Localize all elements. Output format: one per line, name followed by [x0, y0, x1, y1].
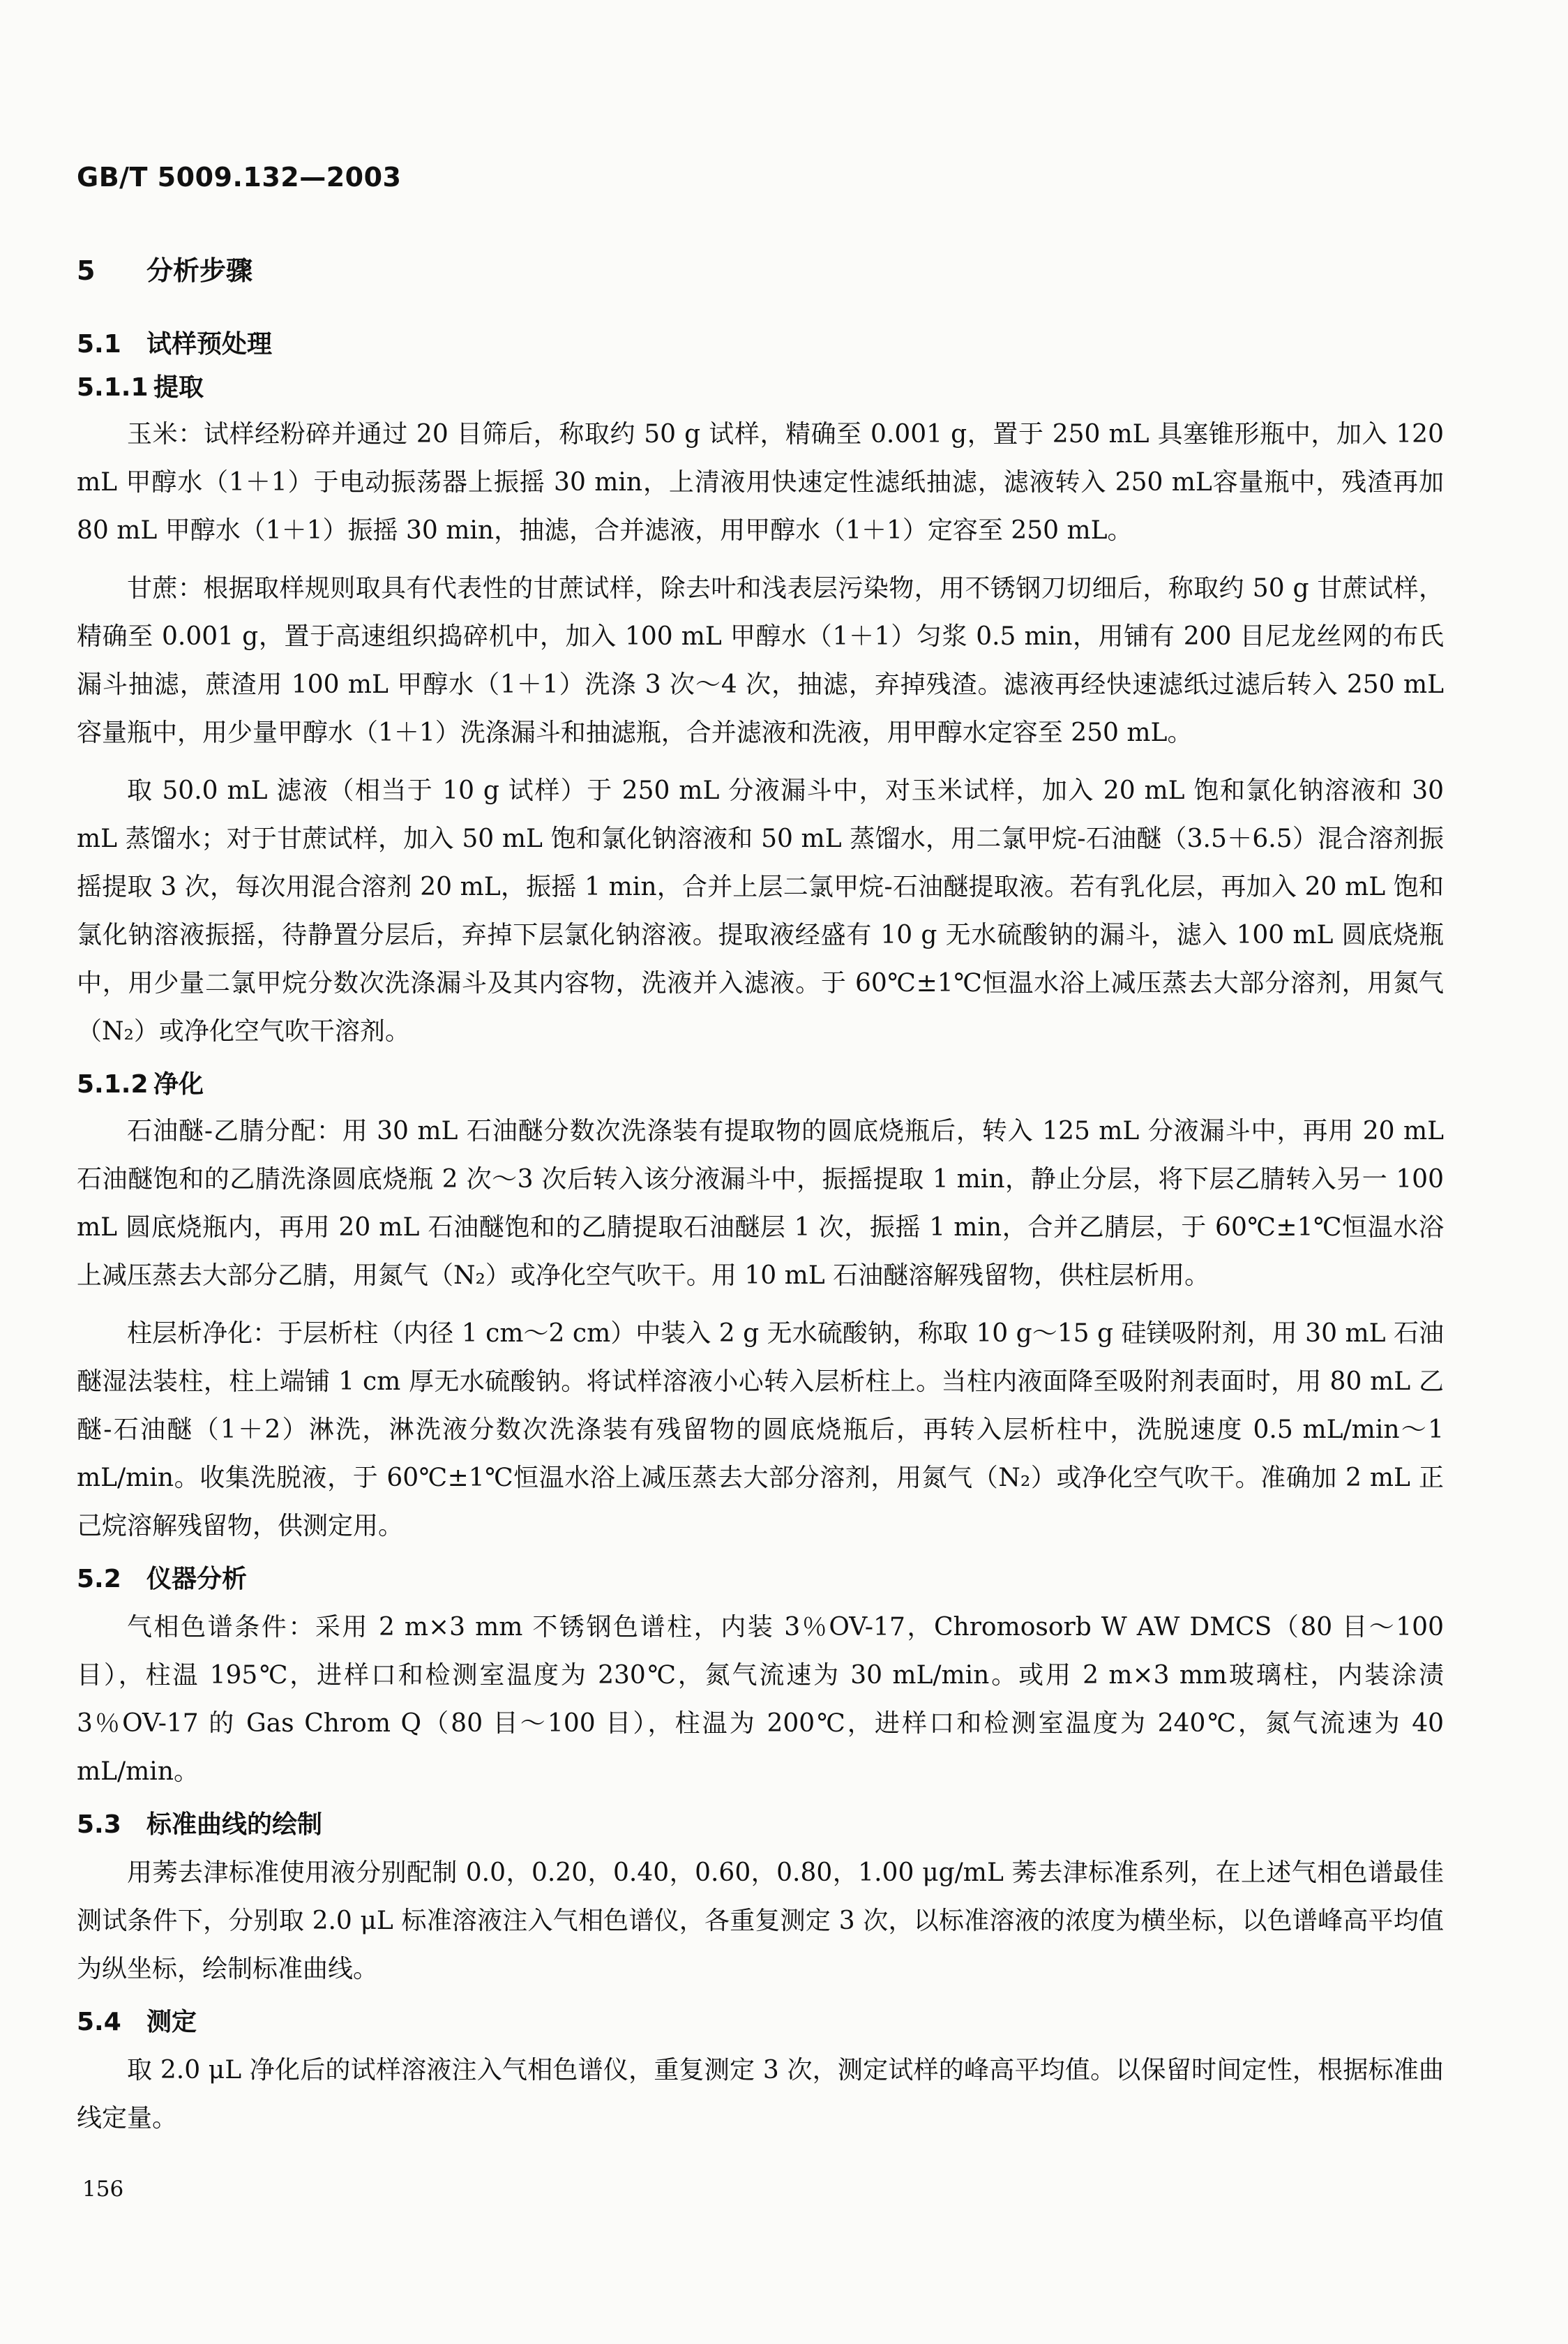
paragraph-liquid-extraction: 取 50.0 mL 滤液（相当于 10 g 试样）于 250 mL 分液漏斗中，对玉米试样，加入 20 mL 饱和氯化钠溶液和 30 mL 蒸馏水；对于甘蔗试样，加入 50 mL 饱和氯化钠溶液和 50 mL 蒸馏水，用二氯甲烷-石油醚（3.5＋6.5）混合溶剂振摇提取 3 次，每次用混合溶剂 20 mL，振摇 1 min，合并上层二氯甲烷-石油醚提取液。若有乳化层，再加入 20 mL 饱和氯化钠溶液振摇，待静置分层后，弃掉下层氯化钠溶液。提取液经盛有 10 g 无水硫酸钠的漏斗，滤入 100 mL 圆底烧瓶中，用少量二氯甲烷分数次洗涤漏斗及其内容物，洗液并入滤液。于 60℃±1℃恒温水浴上减压蒸去大部分溶剂，用氮气（N₂）或净化空气吹干溶剂。 — [77, 776, 1444, 1046]
paragraph-standard-curve: 用莠去津标准使用液分别配制 0.0，0.20，0.40，0.60，0.80，1.00 μg/mL 莠去津标准系列，在上述气相色谱最佳测试条件下，分别取 2.0 μL 标准溶液注入气相色谱仪，各重复测定 3 次，以标准溶液的浓度为横坐标，以色谱峰高平均值为纵坐标，绘制标准曲线。 — [77, 1858, 1444, 1983]
standard-code: GB/T 5009.132—2003 — [77, 162, 402, 193]
subsection-title: 净化 — [153, 1070, 204, 1099]
subsection-number: 5.1.2 — [77, 1070, 149, 1099]
subsection-heading-5-1 — [77, 325, 1444, 364]
subsection-heading-5-4 — [77, 2003, 1444, 2042]
subsection-number: 5.3 — [77, 1810, 121, 1839]
subsection-heading-5-2 — [77, 1560, 1444, 1599]
subsection-number: 5.1.1 — [77, 373, 149, 402]
subsection-heading-5-3 — [77, 1805, 1444, 1845]
subsection-heading-5-1-1 — [77, 368, 1444, 407]
page-number: 156 — [82, 2177, 124, 2202]
paragraph-sugarcane-extraction: 甘蔗：根据取样规则取具有代表性的甘蔗试样，除去叶和浅表层污染物，用不锈钢刀切细后，称取约 50 g 甘蔗试样，精确至 0.001 g，置于高速组织捣碎机中，加入 100 mL 甲醇水（1＋1）匀浆 0.5 min，用铺有 200 目尼龙丝网的布氏漏斗抽滤，蔗渣用 100 mL 甲醇水（1＋1）洗涤 3 次～4 次，抽滤，弃掉残渣。滤液再经快速滤纸过滤后转入 250 mL 容量瓶中，用少量甲醇水（1＋1）洗涤漏斗和抽滤瓶，合并滤液和洗液，用甲醇水定容至 250 mL。 — [77, 574, 1444, 747]
section-title: 分析步骤 — [146, 255, 253, 286]
subsection-number: 5.1 — [77, 330, 121, 359]
subsection-title: 提取 — [153, 373, 204, 402]
paragraph-column-cleanup: 柱层析净化：于层析柱（内径 1 cm～2 cm）中装入 2 g 无水硫酸钠，称取 10 g～15 g 硅镁吸附剂，用 30 mL 石油醚湿法装柱，柱上端铺 1 cm 厚无水硫酸钠。将试样溶液小心转入层析柱上。当柱内液面降至吸附剂表面时，用 80 mL 乙醚-石油醚（1＋2）淋洗，淋洗液分数次洗涤装有残留物的圆底烧瓶后，再转入层析柱中，洗脱速度 0.5 mL/min～1 mL/min。收集洗脱液，于 60℃±1℃恒温水浴上减压蒸去大部分溶剂，用氮气（N₂）或净化空气吹干。准确加 2 mL 正己烷溶解残留物，供测定用。 — [77, 1319, 1444, 1540]
subsection-title: 试样预处理 — [146, 330, 273, 359]
section-number: 5 — [77, 255, 96, 286]
subsection-title: 仪器分析 — [146, 1565, 248, 1593]
subsection-title: 标准曲线的绘制 — [146, 1810, 323, 1839]
subsection-title: 测定 — [146, 2008, 197, 2036]
paragraph-gc-conditions: 气相色谱条件：采用 2 m×3 mm 不锈钢色谱柱，内装 3％OV-17，Chromosorb W AW DMCS（80 目～100 目），柱温 195℃，进样口和检测室温度为 230℃，氮气流速为 30 mL/min。或用 2 m×3 mm玻璃柱，内装涂渍 3％OV-17 的 Gas Chrom Q（80 目～100 目），柱温为 200℃，进样口和检测室温度为 240℃，氮气流速为 40 mL/min。 — [77, 1613, 1444, 1786]
subsection-number: 5.4 — [77, 2008, 121, 2036]
section-heading-5 — [77, 251, 1444, 290]
paragraph-corn-extraction: 玉米：试样经粉碎并通过 20 目筛后，称取约 50 g 试样，精确至 0.001 g，置于 250 mL 具塞锥形瓶中，加入 120 mL 甲醇水（1＋1）于电动振荡器上振摇 30 min，上清液用快速定性滤纸抽滤，滤液转入 250 mL容量瓶中，残渣再加 80 mL 甲醇水（1＋1）振摇 30 min，抽滤，合并滤液，用甲醇水（1＋1）定容至 250 mL。 — [77, 420, 1444, 545]
paragraph-determination: 取 2.0 μL 净化后的试样溶液注入气相色谱仪，重复测定 3 次，测定试样的峰高平均值。以保留时间定性，根据标准曲线定量。 — [77, 2056, 1444, 2133]
subsection-number: 5.2 — [77, 1565, 121, 1593]
page-content — [77, 251, 1444, 2152]
paragraph-partition: 石油醚-乙腈分配：用 30 mL 石油醚分数次洗涤装有提取物的圆底烧瓶后，转入 125 mL 分液漏斗中，再用 20 mL 石油醚饱和的乙腈洗涤圆底烧瓶 2 次～3 次后转入该分液漏斗中，振摇提取 1 min，静止分层，将下层乙腈转入另一 100 mL 圆底烧瓶内，再用 20 mL 石油醚饱和的乙腈提取石油醚层 1 次，振摇 1 min，合并乙腈层，于 60℃±1℃恒温水浴上减压蒸去大部分乙腈，用氮气（N₂）或净化空气吹干。用 10 mL 石油醚溶解残留物，供柱层析用。 — [77, 1117, 1444, 1290]
subsection-heading-5-1-2 — [77, 1065, 1444, 1104]
